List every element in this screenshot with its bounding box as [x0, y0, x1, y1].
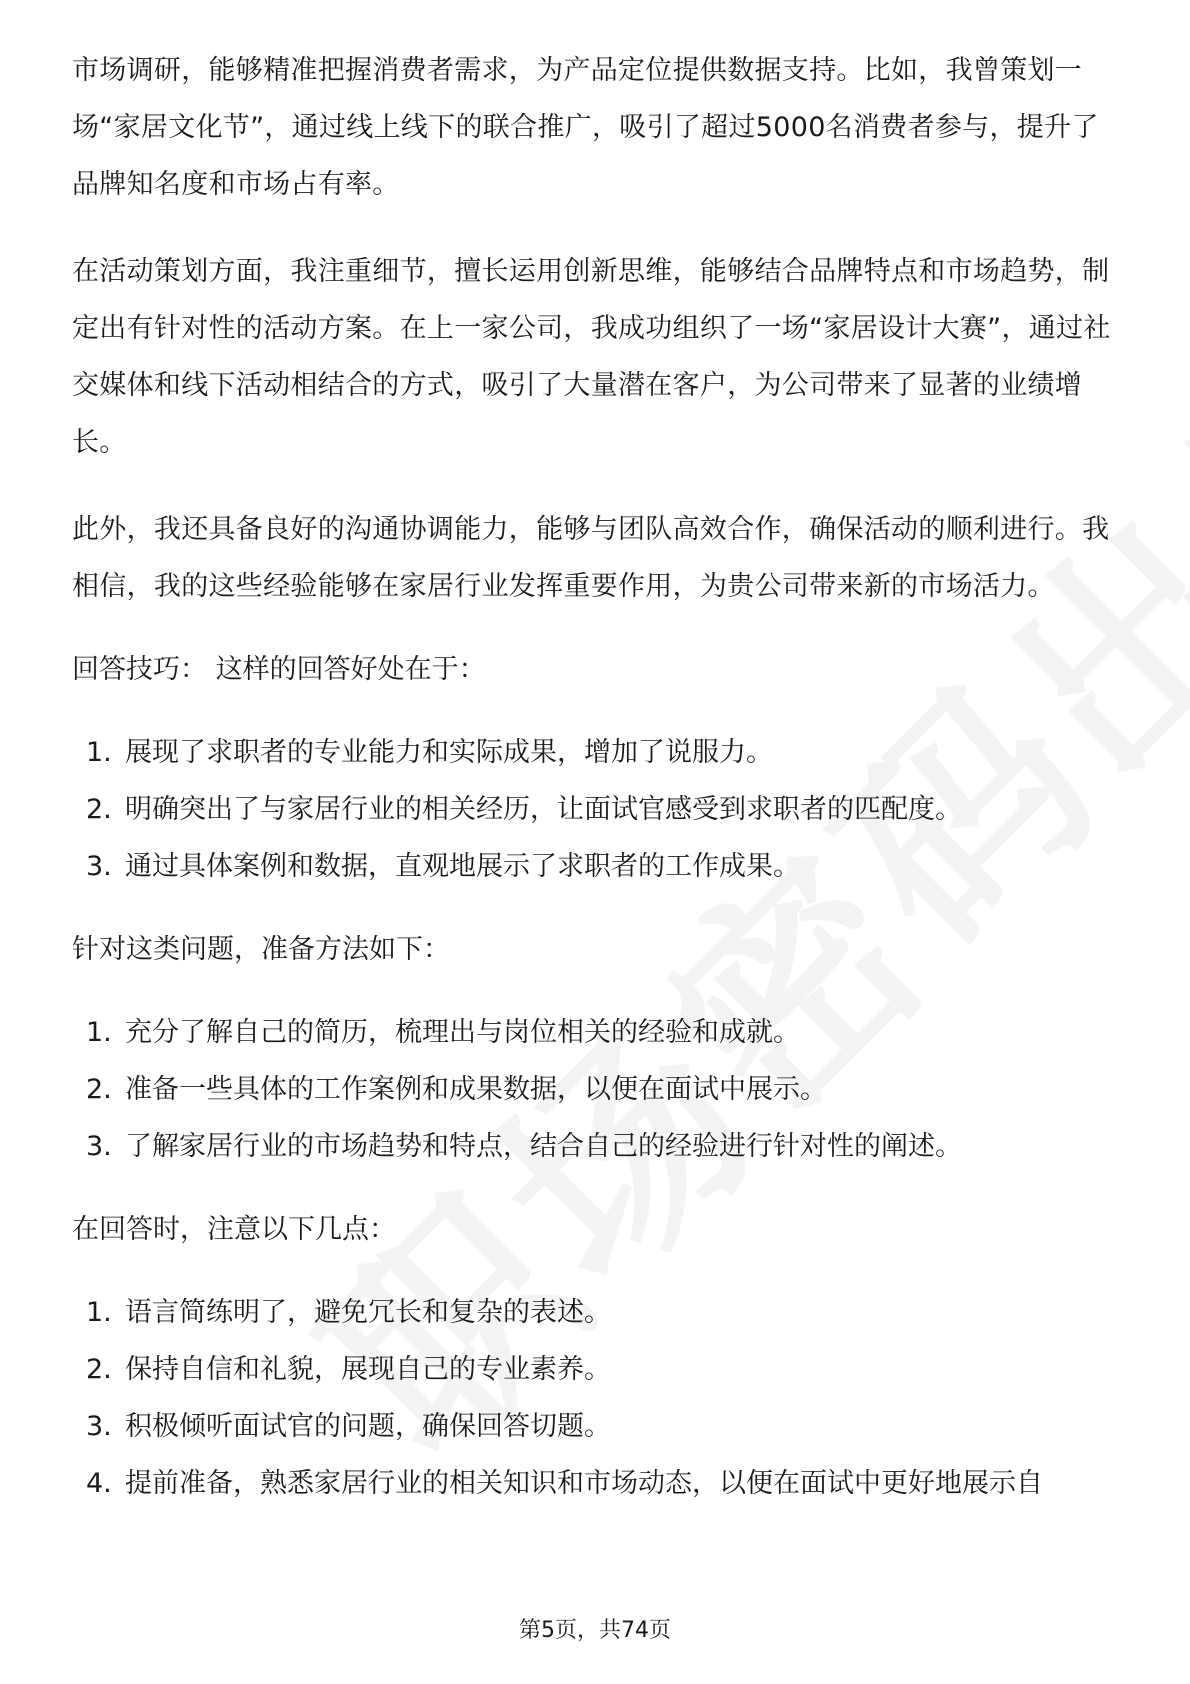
- list-number: 3.: [86, 851, 112, 882]
- paragraph-communication: 此外，我还具备良好的沟通协调能力，能够与团队高效合作，确保活动的顺利进行。我相信，我的这些经验能够在家居行业发挥重要作用，为贵公司带来新的市场活力。: [72, 514, 1110, 602]
- list-text: 明确突出了与家居行业的相关经历，让面试官感受到求职者的匹配度。: [125, 794, 962, 825]
- tips-heading: 回答技巧： 这样的回答好处在于：: [72, 654, 486, 685]
- list-number: 2.: [86, 1074, 112, 1105]
- list-text: 充分了解自己的简历，梳理出与岗位相关的经验和成就。: [125, 1017, 800, 1048]
- list-number: 1.: [86, 1017, 112, 1048]
- list-number: 3.: [86, 1131, 112, 1162]
- list-number: 1.: [86, 1297, 112, 1328]
- prep-heading: 针对这类问题，准备方法如下：: [72, 934, 450, 965]
- list-number: 2.: [86, 1354, 112, 1385]
- paragraph-market-research: 市场调研，能够精准把握消费者需求，为产品定位提供数据支持。比如，我曾策划一场“家居文化节”，通过线上线下的联合推广，吸引了超过5000名消费者参与，提升了品牌知名度和市场占有率。: [72, 55, 1099, 200]
- tips-list: [72, 724, 1122, 895]
- list-item: [72, 724, 1122, 781]
- list-item: [72, 1061, 1122, 1118]
- list-text: 了解家居行业的市场趋势和特点，结合自己的经验进行针对性的阐述。: [125, 1131, 962, 1162]
- notes-heading: 在回答时，注意以下几点：: [72, 1214, 396, 1245]
- list-number: 1.: [86, 737, 112, 768]
- list-item: [72, 1118, 1122, 1175]
- list-text: 保持自信和礼貌，展现自己的专业素养。: [125, 1354, 611, 1385]
- list-item: [72, 1455, 1122, 1512]
- list-text: 准备一些具体的工作案例和成果数据，以便在面试中展示。: [125, 1074, 827, 1105]
- list-item: [72, 1004, 1122, 1061]
- list-number: 2.: [86, 794, 112, 825]
- list-text: 展现了求职者的专业能力和实际成果，增加了说服力。: [125, 737, 773, 768]
- list-number: 3.: [86, 1411, 112, 1442]
- list-item: [72, 1284, 1122, 1341]
- page-content: [72, 42, 1122, 1538]
- list-number: 4.: [86, 1468, 112, 1499]
- paragraph-event-planning: 在活动策划方面，我注重细节，擅长运用创新思维，能够结合品牌特点和市场趋势，制定出有针对性的活动方案。在上一家公司，我成功组织了一场“家居设计大赛”，通过社交媒体和线下活动相结合的方式，吸引了大量潜在客户，为公司带来了显著的业绩增长。: [72, 256, 1111, 458]
- list-item: [72, 838, 1122, 895]
- list-item: [72, 1398, 1122, 1455]
- list-text: 语言简练明了，避免冗长和复杂的表述。: [125, 1297, 611, 1328]
- list-item: [72, 1341, 1122, 1398]
- list-item: [72, 781, 1122, 838]
- page-number: 第5页，共74页: [519, 1618, 671, 1643]
- list-text: 积极倾听面试官的问题，确保回答切题。: [125, 1411, 611, 1442]
- list-text: 提前准备，熟悉家居行业的相关知识和市场动态，以便在面试中更好地展示自: [125, 1468, 1043, 1499]
- notes-list: [72, 1284, 1122, 1512]
- list-text: 通过具体案例和数据，直观地展示了求职者的工作成果。: [125, 851, 800, 882]
- prep-list: [72, 1004, 1122, 1175]
